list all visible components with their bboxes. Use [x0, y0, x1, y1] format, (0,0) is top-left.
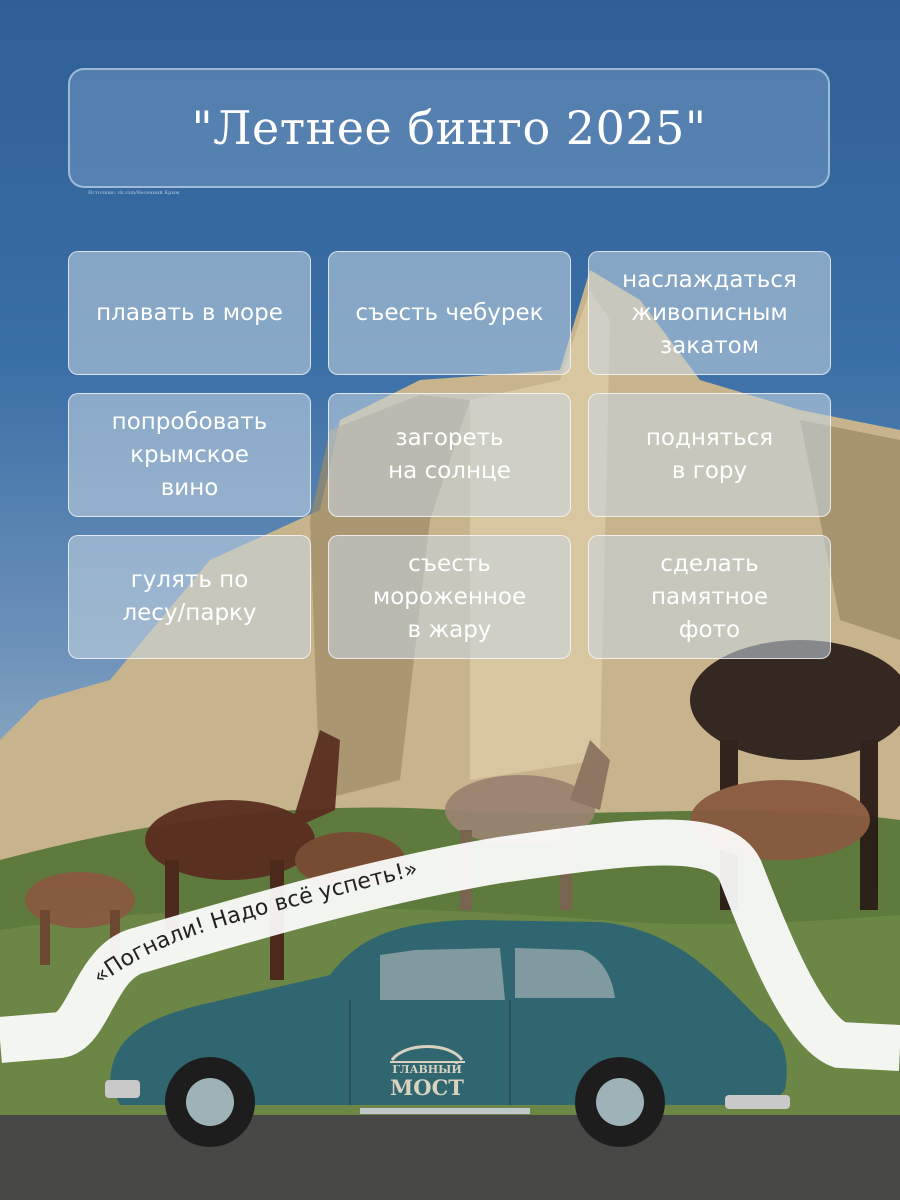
bingo-cell[interactable]: плавать в море: [68, 251, 311, 375]
bingo-cell[interactable]: сделать памятное фото: [588, 535, 831, 659]
bingo-cell[interactable]: загореть на солнце: [328, 393, 571, 517]
bingo-cell[interactable]: подняться в гору: [588, 393, 831, 517]
bingo-cell[interactable]: гулять по лесу/парку: [68, 535, 311, 659]
bingo-cell[interactable]: наслаждаться живописным закатом: [588, 251, 831, 375]
bingo-cell[interactable]: съесть чебурек: [328, 251, 571, 375]
page-title: "Летнее бинго 2025": [191, 101, 707, 155]
bingo-cell[interactable]: съесть мороженное в жару: [328, 535, 571, 659]
car-logo-line1: ГЛАВНЫЙ: [392, 1063, 462, 1076]
bingo-grid: [68, 251, 832, 659]
photo-credit: Источник: vk.com/Весенний Крым: [88, 190, 180, 196]
bingo-cell[interactable]: попробовать крымское вино: [68, 393, 311, 517]
slogan-text: «Погнали! Надо всё успеть!»: [88, 856, 421, 990]
car-logo-line2: МОСТ: [390, 1075, 464, 1100]
title-panel: [68, 68, 830, 188]
